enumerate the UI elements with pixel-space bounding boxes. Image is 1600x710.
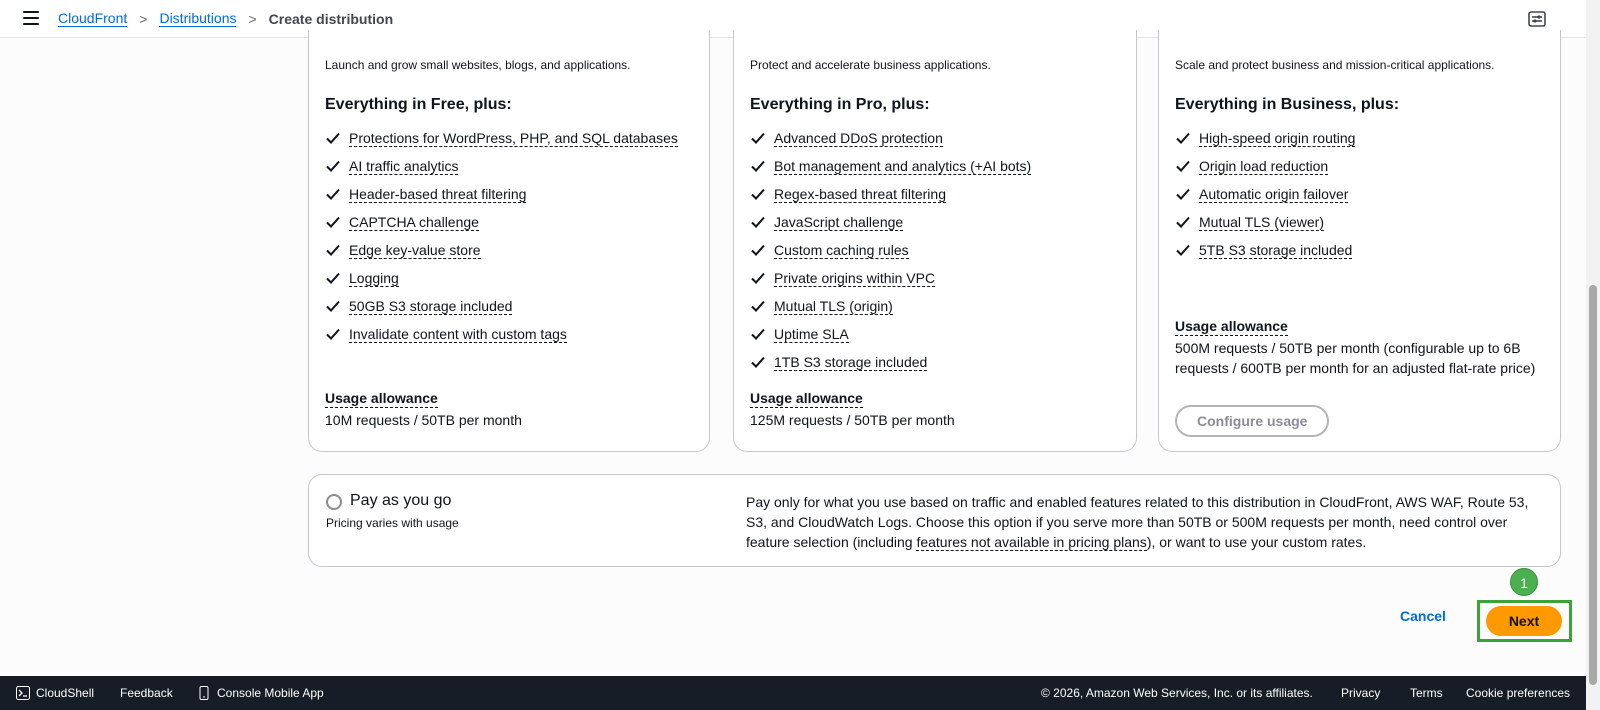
list-item [750, 180, 1031, 208]
list-item [325, 208, 678, 236]
feature-label[interactable]: Mutual TLS (origin) [774, 297, 893, 314]
feature-label[interactable]: Header-based threat filtering [349, 185, 527, 202]
usage-allowance-label[interactable]: Usage allowance [325, 390, 438, 406]
pricing-card-premium[interactable] [1158, 30, 1561, 452]
feature-list [750, 124, 1031, 376]
usage-allowance-value: 10M requests / 50TB per month [325, 412, 522, 428]
checkmark-icon [325, 186, 341, 202]
pricing-card-business[interactable] [733, 30, 1137, 452]
chevron-right-icon: > [248, 10, 257, 27]
mobile-app-label: Console Mobile App [217, 686, 324, 700]
feature-label[interactable]: Invalidate content with custom tags [349, 325, 567, 342]
option-title: Pay as you go [350, 492, 452, 509]
feature-label[interactable]: Regex-based threat filtering [774, 185, 946, 202]
list-item [1175, 180, 1355, 208]
pay-as-you-go-radio[interactable] [326, 494, 342, 510]
feature-label[interactable]: Automatic origin failover [1199, 185, 1349, 202]
card-heading: Everything in Business, plus: [1175, 96, 1400, 113]
list-item [750, 292, 1031, 320]
list-item [1175, 208, 1355, 236]
feature-label[interactable]: JavaScript challenge [774, 213, 904, 230]
option-description [746, 492, 1546, 552]
checkmark-icon [750, 354, 766, 370]
list-item [325, 180, 678, 208]
scrollbar-thumb[interactable] [1589, 285, 1597, 685]
feature-label[interactable]: Mutual TLS (viewer) [1199, 213, 1325, 230]
list-item [750, 348, 1031, 376]
checkmark-icon [1175, 130, 1191, 146]
features-not-available-link[interactable]: features not available in pricing plans [916, 534, 1147, 550]
list-item [1175, 236, 1355, 264]
usage-allowance-label[interactable]: Usage allowance [1175, 318, 1288, 334]
checkmark-icon [750, 214, 766, 230]
checkmark-icon [1175, 242, 1191, 258]
feature-label[interactable]: CAPTCHA challenge [349, 213, 479, 230]
usage-allowance-value: 500M requests / 50TB per month (configurable up to 6B requests / 600TB per month for an adjusted flat-rate price) [1175, 340, 1536, 376]
checkmark-icon [325, 270, 341, 286]
feature-label[interactable]: Logging [349, 269, 399, 286]
configure-usage-button[interactable]: Configure usage [1175, 405, 1329, 437]
list-item [750, 236, 1031, 264]
breadcrumb-cloudfront[interactable]: CloudFront [58, 10, 128, 26]
checkmark-icon [325, 242, 341, 258]
settings-sliders-icon[interactable] [1528, 10, 1546, 28]
cookie-preferences-link[interactable] [1466, 686, 1570, 700]
list-item [750, 124, 1031, 152]
feature-label[interactable]: Protections for WordPress, PHP, and SQL databases [349, 129, 678, 146]
card-description: Launch and grow small websites, blogs, and applications. [325, 58, 631, 72]
console-mobile-app-link[interactable] [197, 686, 324, 700]
card-description: Protect and accelerate business applications. [750, 58, 991, 72]
checkmark-icon [1175, 158, 1191, 174]
usage-allowance-value: 125M requests / 50TB per month [750, 412, 955, 428]
copyright-label: © 2026, Amazon Web Services, Inc. or its affiliates. [1041, 686, 1313, 700]
checkmark-icon [750, 186, 766, 202]
list-item [325, 124, 678, 152]
feedback-link[interactable] [120, 686, 173, 700]
checkmark-icon [750, 298, 766, 314]
feature-list [1175, 124, 1355, 264]
feature-label[interactable]: Custom caching rules [774, 241, 909, 258]
list-item [750, 208, 1031, 236]
cookie-preferences-label: Cookie preferences [1466, 686, 1571, 700]
mobile-phone-icon [197, 686, 211, 700]
feature-label[interactable]: 1TB S3 storage included [774, 353, 928, 370]
list-item [750, 320, 1031, 348]
list-item [325, 236, 678, 264]
feature-label[interactable]: Edge key-value store [349, 241, 481, 258]
checkmark-icon [325, 158, 341, 174]
checkmark-icon [1175, 186, 1191, 202]
feedback-label: Feedback [120, 686, 173, 700]
list-item [325, 264, 678, 292]
list-item [750, 264, 1031, 292]
list-item [750, 152, 1031, 180]
checkmark-icon [325, 214, 341, 230]
checkmark-icon [325, 298, 341, 314]
option-subtitle: Pricing varies with usage [326, 516, 459, 530]
menu-icon[interactable] [23, 11, 39, 25]
cloudshell-label: CloudShell [36, 686, 95, 700]
copyright-text [1041, 686, 1313, 700]
checkmark-icon [750, 158, 766, 174]
checkmark-icon [750, 326, 766, 342]
privacy-label: Privacy [1341, 686, 1381, 700]
terms-label: Terms [1410, 686, 1443, 700]
description-text: ), or want to use your custom rates. [1146, 534, 1367, 550]
cloudshell-link[interactable] [16, 686, 94, 700]
list-item [325, 152, 678, 180]
breadcrumb-distributions[interactable]: Distributions [159, 10, 237, 26]
breadcrumb-current: Create distribution [268, 10, 394, 27]
checkmark-icon [750, 270, 766, 286]
list-item [1175, 124, 1355, 152]
feature-label[interactable]: Bot management and analytics (+AI bots) [774, 157, 1032, 174]
card-heading: Everything in Free, plus: [325, 96, 512, 113]
feature-label[interactable]: 50GB S3 storage included [349, 297, 513, 314]
checkmark-icon [1175, 214, 1191, 230]
step-badge: 1 [1510, 568, 1538, 596]
card-heading: Everything in Pro, plus: [750, 96, 930, 113]
feature-list [325, 124, 678, 348]
checkmark-icon [750, 242, 766, 258]
list-item [325, 292, 678, 320]
feature-label[interactable]: Origin load reduction [1199, 157, 1329, 174]
checkmark-icon [325, 326, 341, 342]
list-item [325, 320, 678, 348]
feature-label[interactable]: Advanced DDoS protection [774, 129, 943, 146]
feature-label[interactable]: 5TB S3 storage included [1199, 241, 1353, 258]
feature-label[interactable]: AI traffic analytics [349, 157, 459, 174]
feature-label[interactable]: High-speed origin routing [1199, 129, 1356, 146]
pay-as-you-go-option[interactable] [308, 474, 1561, 567]
privacy-link[interactable] [1341, 686, 1380, 700]
breadcrumb [58, 10, 393, 27]
scrollbar[interactable] [1586, 0, 1600, 710]
chevron-right-icon: > [139, 10, 148, 27]
terms-link[interactable] [1410, 686, 1443, 700]
next-button[interactable]: Next [1486, 606, 1562, 636]
terminal-icon [16, 686, 30, 700]
checkmark-icon [750, 130, 766, 146]
feature-label[interactable]: Uptime SLA [774, 325, 849, 342]
checkmark-icon [325, 130, 341, 146]
footer [0, 676, 1586, 710]
pricing-card-pro[interactable] [308, 30, 710, 452]
list-item [1175, 152, 1355, 180]
cancel-button[interactable]: Cancel [1400, 608, 1446, 624]
feature-label[interactable]: Private origins within VPC [774, 269, 936, 286]
card-description: Scale and protect business and mission-critical applications. [1175, 58, 1495, 72]
usage-allowance-label[interactable]: Usage allowance [750, 390, 863, 406]
description-text: Pay only for what you use based on traffic and enabled features related to this distribution in CloudFront, AWS WAF, Route 53, S3, and CloudWatch Logs. Choose this option if you serve more than 50TB or 500M requests per month, need control over feature selection (including [746, 494, 1529, 550]
